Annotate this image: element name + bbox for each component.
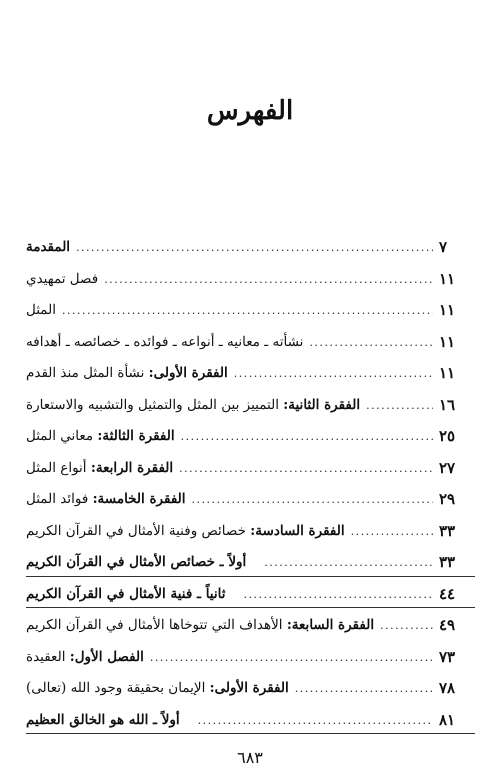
toc-entry-label [26, 430, 175, 444]
toc-entry-prefix: الفقرة الأولى: [209, 680, 289, 696]
toc-page-number: ٣٣ [439, 521, 456, 540]
table-of-contents [26, 232, 475, 736]
dot-leader [181, 431, 433, 442]
toc-page-number: ٤٩ [439, 616, 456, 635]
toc-row [26, 358, 475, 390]
toc-entry-prefix: الفقرة الأولى: [148, 365, 228, 381]
toc-row [26, 295, 475, 327]
toc-page-number: ٧٨ [439, 679, 456, 698]
toc-entry-label [26, 396, 361, 413]
dot-leader [264, 557, 433, 568]
toc-entry-label [26, 648, 144, 665]
toc-row [26, 421, 475, 453]
dot-leader [351, 526, 433, 537]
dot-leader [309, 337, 433, 348]
toc-entry-title: أنواع المثل [26, 459, 91, 476]
toc-entry-label: ثانياً ـ فنية الأمثال في القرآن الكريم [26, 585, 226, 602]
toc-entry-label [26, 522, 345, 539]
dot-leader [150, 652, 433, 663]
toc-entry-label [26, 493, 186, 507]
dot-leader [198, 715, 433, 726]
toc-entry-title: خصائص وفنية الأمثال في القرآن الكريم [26, 522, 251, 539]
toc-row [26, 610, 475, 642]
toc-page-number: ٢٧ [439, 458, 456, 477]
toc-entry-label [26, 682, 289, 696]
toc-entry-prefix: الفقرة الثانية: [283, 396, 361, 413]
toc-row [26, 390, 475, 422]
toc-entry-title: التمييز بين المثل والتمثيل والتشبيه والاستعارة [26, 396, 284, 413]
toc-page-number: ٧٣ [439, 647, 456, 666]
dot-leader [179, 463, 433, 474]
toc-row [26, 232, 475, 264]
toc-page-number: ٢٥ [439, 427, 456, 446]
toc-page-number: ١١ [439, 364, 456, 383]
toc-page-number: ١١ [439, 301, 456, 320]
toc-entry-label [26, 459, 174, 476]
toc-row [26, 547, 475, 579]
toc-row [26, 484, 475, 516]
toc-page-number: ١١ [439, 332, 456, 351]
toc-page-number: ٨١ [439, 710, 456, 729]
toc-row [26, 516, 475, 548]
toc-row [26, 642, 475, 674]
toc-entry-label: أولاً ـ الله هو الخالق العظيم [26, 711, 180, 728]
toc-entry-prefix: الفقرة السادسة: [250, 522, 345, 539]
toc-page-number: ١١ [439, 269, 456, 288]
toc-entry-prefix: الفصل الأول: [69, 648, 144, 665]
toc-page-number: ٢٩ [439, 490, 456, 509]
dot-leader [366, 400, 433, 411]
dot-leader [380, 620, 433, 631]
toc-entry-title: معاني المثل [26, 428, 98, 444]
toc-page-number: ٧ [439, 238, 448, 257]
toc-page-number: ٤٤ [439, 584, 456, 603]
toc-row [26, 705, 475, 737]
toc-entry-prefix: الفقرة الثالثة: [97, 428, 175, 444]
toc-row [26, 327, 475, 359]
toc-entry-label: المثل [26, 302, 56, 318]
dot-leader [295, 683, 433, 694]
toc-row [26, 453, 475, 485]
dot-leader [192, 494, 433, 505]
toc-entry-label: نشأته ـ معانيه ـ أنواعه ـ فوائده ـ خصائصه ـ أهدافه [26, 333, 304, 350]
toc-entry-label: المقدمة [26, 239, 71, 255]
toc-entry-label [26, 619, 374, 633]
dot-leader [244, 589, 433, 600]
dot-leader [234, 368, 433, 379]
page-title: الفهرس [206, 96, 294, 126]
toc-entry-title: نشأة المثل منذ القدم [26, 365, 149, 381]
page-number: ٦٨٣ [237, 748, 263, 767]
toc-entry-title: الإيمان بحقيقة وجود الله (تعالى) [26, 680, 210, 696]
toc-page-number: ٣٣ [439, 553, 456, 572]
toc-row [26, 579, 475, 611]
toc-entry-label: فصل تمهيدي [26, 270, 99, 287]
toc-entry-label: أولاً ـ خصائص الأمثال في القرآن الكريم [26, 554, 247, 570]
toc-page-number: ١٦ [439, 395, 456, 414]
toc-entry-title: الأهداف التي تتوخاها الأمثال في القرآن الكريم [26, 617, 287, 633]
toc-entry-title: العقيدة [26, 648, 70, 665]
toc-entry-prefix: الفقرة الرابعة: [90, 459, 174, 476]
toc-entry-label [26, 367, 228, 381]
toc-entry-prefix: الفقرة الخامسة: [92, 491, 186, 507]
toc-row [26, 264, 475, 296]
toc-entry-prefix: الفقرة السابعة: [286, 617, 375, 633]
toc-row [26, 673, 475, 705]
dot-leader [76, 242, 433, 253]
dot-leader [104, 274, 433, 285]
toc-entry-title: فوائد المثل [26, 491, 93, 507]
dot-leader [62, 305, 433, 316]
